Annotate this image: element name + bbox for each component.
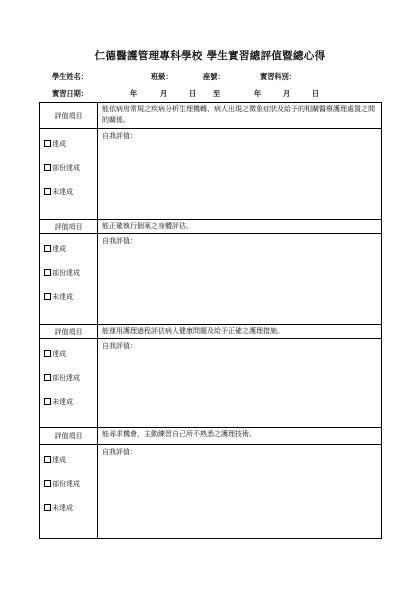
checkbox-icon[interactable] — [44, 293, 51, 300]
checkbox-icon[interactable] — [44, 480, 51, 487]
self-eval-label: 自我評值： — [102, 342, 137, 350]
checkbox-icon[interactable] — [44, 140, 51, 147]
option-partially-achieved[interactable]: 部份達成 — [44, 479, 97, 488]
options-cell — [40, 129, 98, 220]
eval-item-text: 能尋求機會，主動練習自己所不熟悉之護理技術。 — [98, 428, 382, 445]
option-partially-achieved[interactable]: 部份達成 — [44, 163, 97, 172]
student-name-label: 學生姓名： — [52, 72, 88, 81]
end-day-label: 日 — [312, 89, 320, 98]
eval-item-label: 評值項目 — [40, 220, 98, 234]
self-eval-label: 自我評值： — [102, 237, 137, 245]
option-partially-achieved[interactable]: 部份達成 — [44, 268, 97, 277]
self-eval-row — [40, 445, 382, 539]
self-eval-label: 自我評值： — [102, 448, 137, 456]
eval-item-row — [40, 103, 382, 129]
self-eval-row — [40, 339, 382, 428]
option-not-achieved[interactable]: 未達成 — [44, 292, 97, 301]
self-eval-field[interactable] — [98, 445, 382, 539]
start-day-label: 日 — [189, 89, 197, 98]
options-cell — [40, 339, 98, 428]
option-achieved[interactable]: 達成 — [44, 244, 97, 253]
end-month-label: 月 — [283, 89, 291, 98]
eval-item-label: 評值項目 — [40, 428, 98, 445]
eval-item-label: 評值項目 — [40, 103, 98, 129]
option-partially-achieved[interactable]: 部份達成 — [44, 373, 97, 382]
option-not-achieved[interactable]: 未達成 — [44, 187, 97, 196]
eval-item-text: 能依病房常規之疾病分析生理機轉、病人出現之徵象症狀及給予的相關醫療護理處置之間的關係。 — [98, 103, 382, 129]
page-title: 仁德醫護管理專科學校 學生實習總評值暨總心得 — [94, 50, 326, 62]
options-cell — [40, 234, 98, 325]
start-year-label: 年 — [130, 89, 138, 98]
checkbox-icon[interactable] — [44, 350, 51, 357]
option-achieved[interactable]: 達成 — [44, 455, 97, 464]
self-eval-label: 自我評值： — [102, 132, 137, 140]
option-not-achieved[interactable]: 未達成 — [44, 503, 97, 512]
checkbox-icon[interactable] — [44, 245, 51, 252]
checkbox-icon[interactable] — [44, 456, 51, 463]
self-eval-field[interactable] — [98, 339, 382, 428]
self-eval-field[interactable] — [98, 234, 382, 325]
subject-label: 實習科別： — [260, 72, 296, 81]
eval-item-text: 能正確執行個案之身體評估。 — [98, 220, 382, 234]
eval-item-row — [40, 428, 382, 445]
start-month-label: 月 — [160, 89, 168, 98]
eval-item-text: 能運用護理過程評估病人健康問題及給予正確之護理措施。 — [98, 325, 382, 339]
self-eval-row — [40, 234, 382, 325]
checkbox-icon[interactable] — [44, 374, 51, 381]
option-achieved[interactable]: 達成 — [44, 349, 97, 358]
end-year-label: 年 — [254, 89, 262, 98]
option-achieved[interactable]: 達成 — [44, 139, 97, 148]
eval-item-label: 評值項目 — [40, 325, 98, 339]
checkbox-icon[interactable] — [44, 504, 51, 511]
class-label: 班級： — [151, 72, 173, 81]
date-to-label: 至 — [213, 89, 221, 98]
checkbox-icon[interactable] — [44, 164, 51, 171]
evaluation-table — [39, 102, 382, 539]
eval-item-row — [40, 220, 382, 234]
self-eval-row — [40, 129, 382, 220]
eval-item-row — [40, 325, 382, 339]
self-eval-field[interactable] — [98, 129, 382, 220]
checkbox-icon[interactable] — [44, 269, 51, 276]
option-not-achieved[interactable]: 未達成 — [44, 397, 97, 406]
date-label: 實習日期： — [52, 89, 88, 98]
checkbox-icon[interactable] — [44, 188, 51, 195]
checkbox-icon[interactable] — [44, 398, 51, 405]
options-cell — [40, 445, 98, 539]
seat-no-label: 座號： — [203, 72, 225, 81]
